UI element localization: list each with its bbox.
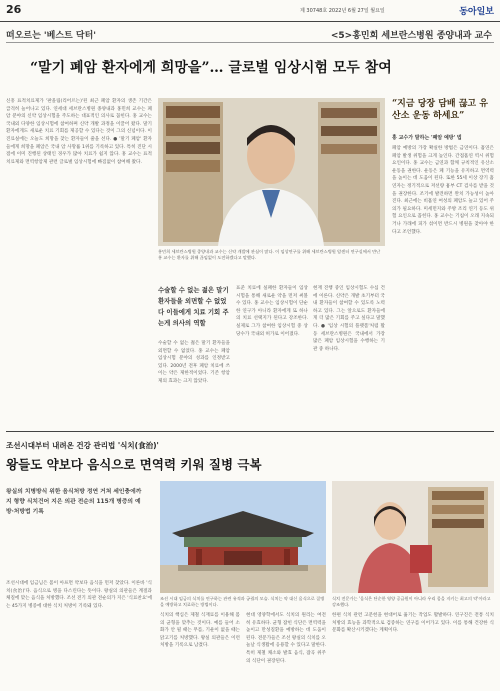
palace-caption: 조선 시대 임금의 식치를 연구하는 관련 유적과 궁궐의 모습. 식치는 약 대신 음식으로 질병을 예방하고 치료하는 방법이다. — [160, 596, 325, 607]
section-bar — [6, 27, 494, 43]
story-column-1: 신흥 표적치료제가 '판올림(리어르는)'된 최근 폐암 환자의 생존 기간은 급격히 늘어나고 있다. 연세대 세브란스병원 종양내과 홍민희 교수는 폐암 분야의 신약 임상시험을 주도하는 대표적인 의사로 꼽힌다. 홍 교수는 국내외 다양한 임상시험에 참여하며 신약 개발 과정을 이끌어 왔다. 말기 환자에게도 새로운 치료 기회를 제공할 수 있다는 것이 그의 신념이다. 이 진료실에는 오늘도 희망을 찾는 환자들이 줄을 선다. ● '말기 폐암' 환자들에게 희망을 폐암은 국내 암 사망률 1위를 기록하고 있다. 특히 진단 시점에 이미 진행된 상태인 경우가 많아 치료가 쉽지 않다. 홍 교수는 표적치료제와 면역항암제 관련 글로벌 임상시험에 빠짐없이 참여해 왔다. — [6, 99, 152, 165]
series-title: <5>홍민희 세브란스병원 종양내과 교수 — [330, 31, 492, 41]
palace-illustration — [160, 481, 326, 593]
story2-column-3: 현대 영양학에서도 식치의 원리는 여전히 유효하다. 균형 잡힌 식단은 면역력을 높이고 만성질환을 예방하는 데 도움이 된다. 전문가들은 조선 왕실의 식치를 오늘날 식생활에 응용할 수 있다고 말한다. 특히 제철 채소와 발효 음식, 잡곡 위주의 식단이 권장된다. — [246, 613, 326, 664]
section-divider — [6, 431, 494, 432]
story2-subhead: 왕실의 치병방식 위한 음식처방 정연 거쳐 세인충에까지 형향 식치건어 지은 의관 전순의 115개 병증의 예방·처방법 기록 — [6, 489, 142, 515]
sidebar-lead: 홍 교수가 말하는 '폐암 예방' 법 — [392, 135, 462, 141]
section-title: 떠오르는 '베스트 닥터' — [6, 31, 97, 41]
story-column-3: 표준 치료에 실패한 환자들이 임상시험을 통해 새로운 약을 먼저 써볼 수 있다. 홍 교수는 임상시험이 단순한 연구가 아니라 환자에게 또 하나의 치료 선택지가 된다고 강조한다. 실제로 그가 참여한 임상시험 중 상당수가 국내외 허가로 이어졌다. — [236, 286, 308, 337]
pull-quote: 수술할 수 없는 젊은 말기 환자들을 외면할 수 없었다 이들에게 치료 기회 주는게 의사의 역할 — [158, 286, 229, 327]
story2-column-2: 식치의 핵심은 제철 식재료를 이용해 몸의 균형을 맞추는 것이다. 예를 들어 소화가 안 될 때는 무를, 기운이 없을 때는 닭고기를 처방했다. 왕실 의관들은 이런 처방을 기록으로 남겼다. — [160, 613, 240, 649]
story-headline: “말기 폐암 환자에게 희망을”… 글로벌 임상시험 모두 참여 — [30, 60, 392, 76]
photo-caption: 홍민희 세브란스병원 종양내과 교수는 신약 개발에 관심이 많다. 이 임상연구를 위해 세브란스병원 암센터 연구실에서 만난 홍 교수는 환자를 위해 끊임없이 도전하겠다고 말했다. — [158, 249, 381, 260]
sidebar-quote: “지금 당장 담배 끊고 유산소 운동 하세요” — [392, 99, 488, 121]
story2-column-4: 한편 식치 관련 고문헌을 현대어로 옮기는 작업도 활발하다. 연구진은 전통 식치 처방의 효능을 과학적으로 검증하는 연구를 이어가고 있다. 이를 통해 건강한 식문화를 확산시키겠다는 계획이다. — [332, 613, 494, 634]
sidebar-text: 폐암 예방의 가장 확실한 방법은 금연이다. 흡연은 폐암 발생 위험을 크게 높인다. 간접흡연 역시 위험 요인이다. 홍 교수는 금연과 함께 규칙적인 유산소 운동을 권한다. 운동은 폐 기능을 유지하고 면역력을 높이는 데 도움이 된다. 또한 55세 이상 장기 흡연자는 정기적으로 저선량 흉부 CT 검사를 받을 것을 권장한다. 조기에 발견하면 완치 가능성이 높아진다. 최근에는 비흡연 여성의 폐암도 늘고 있어 주의가 필요하다. 미세먼지와 주방 조리 연기 등도 위험 요인으로 꼽힌다. 홍 교수는 기침이 오래 지속되거나 가래에 피가 섞이면 반드시 병원을 찾아야 한다고 조언했다. — [392, 146, 494, 235]
story2-label: 조선시대부터 내려온 건강 관리법 '식치(食治)' — [6, 441, 159, 450]
page-number: 26 — [6, 3, 22, 16]
story-column-2: 수술할 수 없는 젊은 말기 환자들을 외면할 수 없었다. 홍 교수는 폐암 임상시험 분야의 성과를 인정받고 있다. 2000년 전후 폐암 치료에 쓰이는 약은 제한적이었다. 기존 항암제의 효과는 크지 않았다. — [158, 341, 230, 384]
story2-column-1: 조선시대에 임금님은 몸이 아프면 약보다 음식을 먼저 찾았다. 이른바 '식치(食治)'다. 음식으로 병을 다스린다는 뜻이다. 왕실의 의관들은 계절과 체질에 맞는 음식을 처방했다. 조선 전기 의관 전순의가 지은 '식료찬요'에는 45가지 병증에 대한 식치 처방이 기록돼 있다. — [6, 581, 152, 609]
expert-illustration — [332, 481, 494, 593]
newspaper-logo: 동아일보 — [459, 7, 494, 17]
expert-photo — [332, 481, 494, 593]
sidebar-box — [392, 98, 494, 428]
story-column-4: 현재 진행 중인 임상시험도 수십 건에 이른다. 신약은 개발 초기부터 국내 환자들이 참여할 수 있도록 노력하고 있다. 그는 앞으로도 환자들에게 더 많은 기회를 주고 싶다고 말했다. ● '임상 시험의 플랫폼'처럼 활동 세브란스병원은 국내에서 가장 많은 폐암 임상시험을 수행하는 기관 중 하나다. — [313, 286, 385, 352]
issue-info: 제 30748호 2022년 6월 27일 월요일 — [300, 8, 385, 14]
palace-photo — [160, 481, 326, 593]
expert-caption: 식치 전문가는 '음식은 단순한 영양 공급원이 아니라 우리 몸을 지키는 최고의 약'이라고 강조했다. — [332, 596, 491, 607]
doctor-photo — [158, 98, 385, 246]
story2-headline: 왕들도 약보다 음식으로 면역력 키워 질병 극복 — [6, 457, 262, 472]
doctor-illustration — [158, 98, 385, 246]
page-header — [0, 0, 500, 22]
